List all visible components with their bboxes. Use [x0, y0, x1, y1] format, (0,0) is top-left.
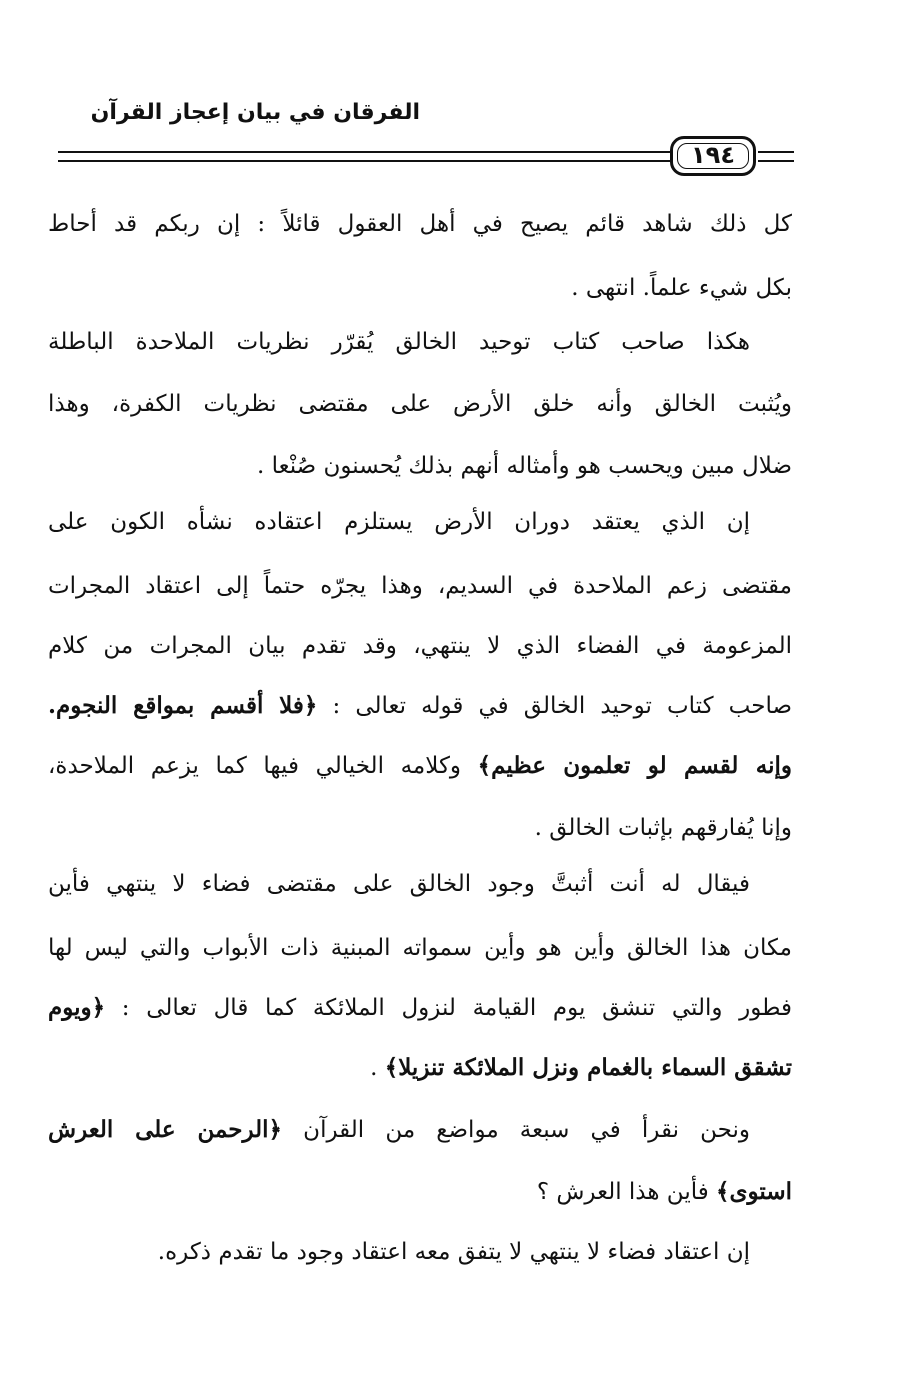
text-line [48, 1108, 792, 1152]
text-span: إن اعتقاد فضاء لا ينتهي لا يتفق معه اعتقاد وجود ما تقدم ذكره. [157, 1239, 750, 1265]
quran-quote: ﴿الرحمن على العرش [48, 1116, 283, 1143]
text-span: ويُثبت الخالق وأنه خلق الأرض على مقتضى نظريات الكفرة، وهذا [48, 391, 792, 417]
text-line [48, 444, 792, 488]
header-rule-top-right [758, 151, 794, 153]
text-span: ضلال مبين ويحسب هو وأمثاله أنهم بذلك يُحسنون صُنْعا . [257, 453, 792, 479]
text-span: فطور والتي تنشق يوم القيامة لنزول الملائكة كما قال تعالى : [121, 995, 792, 1021]
text-line [48, 1230, 792, 1274]
text-span: كل ذلك شاهد قائم يصيح في أهل العقول قائلاً : إن ربكم قد أحاط [48, 211, 792, 237]
text-line [48, 1046, 792, 1090]
text-line [48, 320, 792, 364]
text-span: فأين هذا العرش ؟ [536, 1179, 709, 1205]
text-line [48, 806, 792, 850]
text-line [48, 926, 792, 970]
text-line [48, 564, 792, 608]
text-line [48, 744, 792, 788]
text-line [48, 862, 792, 906]
quran-quote: استوى﴾ [716, 1178, 792, 1205]
quran-quote: تشقق السماء بالغمام ونزل الملائكة تنزيلا﴾ [384, 1054, 792, 1081]
page-number-box [670, 136, 756, 176]
quran-quote: وإنه لقسم لو تعلمون عظيم﴾ [477, 752, 792, 779]
text-line [48, 382, 792, 426]
text-span: إن الذي يعتقد دوران الأرض يستلزم اعتقاده نشأه الكون على [48, 509, 750, 535]
header-rule-bottom-right [758, 160, 794, 162]
text-span: مقتضى زعم الملاحدة في السديم، وهذا يجرّه حتماً إلى اعتقاد المجرات [48, 573, 792, 599]
text-span: . [370, 1055, 378, 1081]
text-span: ونحن نقرأ في سبعة مواضع من القرآن [303, 1117, 750, 1143]
text-line [48, 684, 792, 728]
quran-quote: ﴿فلا أقسم بمواقع النجوم. [48, 692, 318, 719]
text-line [48, 1170, 792, 1214]
quran-quote: ﴿ويوم [48, 994, 106, 1021]
text-span: بكل شيء علماً. انتهى . [571, 275, 792, 301]
text-span: هكذا صاحب كتاب توحيد الخالق يُقرّر نظريات الملاحدة الباطلة [48, 329, 750, 355]
text-span: فيقال له أنت أثبتَّ وجود الخالق على مقتضى فضاء لا ينتهي فأين [48, 871, 750, 897]
page-number: ١٩٤ [691, 141, 735, 169]
running-head: الفرقان في بيان إعجاز القرآن [90, 100, 420, 125]
text-line [48, 500, 792, 544]
text-span: وإنا يُفارقهم بإثبات الخالق . [534, 815, 792, 841]
text-span: المزعومة في الفضاء الذي لا ينتهي، وقد تقدم بيان المجرات من كلام [48, 633, 792, 659]
text-line [48, 986, 792, 1030]
text-line [48, 266, 792, 310]
text-span: وكلامه الخيالي فيها كما يزعم الملاحدة، [48, 753, 462, 779]
text-span: صاحب كتاب توحيد الخالق في قوله تعالى : [332, 693, 792, 719]
header-rule-top [58, 151, 670, 153]
text-line [48, 624, 792, 668]
text-span: مكان هذا الخالق وأين هو وأين سمواته المبنية ذات الأبواب والتي ليس لها [48, 935, 792, 961]
text-line [48, 202, 792, 246]
header-rule-bottom [58, 160, 670, 162]
